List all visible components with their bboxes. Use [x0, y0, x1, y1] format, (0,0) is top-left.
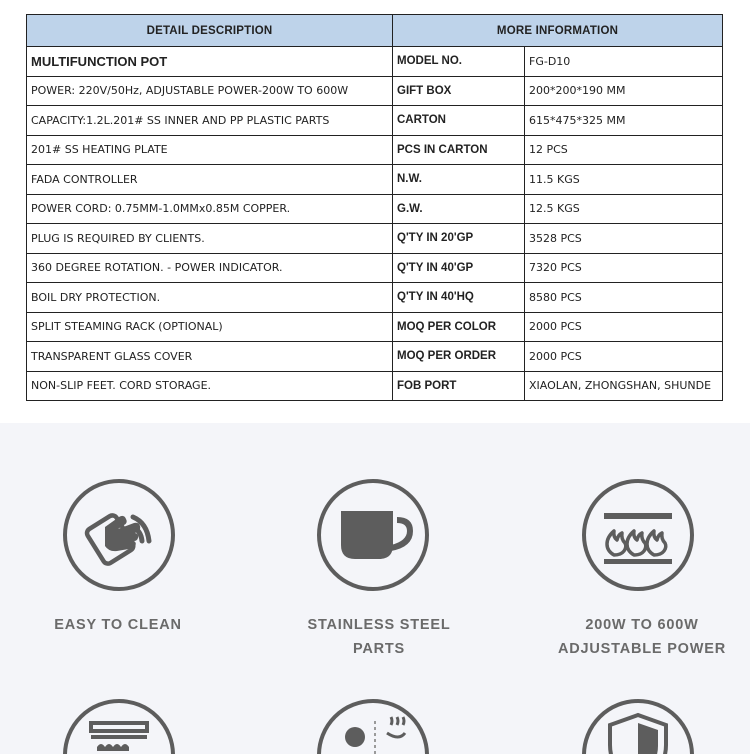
feature-label-line: STAINLESS STEEL — [307, 617, 451, 633]
info-label-cell: G.W. — [393, 194, 525, 224]
info-value-cell: 3528 PCS — [525, 224, 723, 254]
hand-wipe-icon — [63, 479, 175, 591]
spec-table-wrapper — [26, 14, 722, 401]
info-label-cell: PCS IN CARTON — [393, 135, 525, 165]
detail-cell: BOIL DRY PROTECTION. — [27, 283, 393, 313]
detail-cell: NON-SLIP FEET. CORD STORAGE. — [27, 371, 393, 401]
info-label-cell: N.W. — [393, 165, 525, 195]
table-row — [27, 165, 723, 195]
feature-label-line: PARTS — [352, 641, 406, 657]
info-value-cell: 7320 PCS — [525, 253, 723, 283]
table-row — [27, 106, 723, 136]
table-row — [27, 224, 723, 254]
header-more-information: MORE INFORMATION — [393, 15, 723, 47]
features-panel — [0, 423, 750, 754]
info-label-cell: CARTON — [393, 106, 525, 136]
info-value-cell: 8580 PCS — [525, 283, 723, 313]
cooking-modes-icon — [317, 699, 429, 754]
detail-cell: TRANSPARENT GLASS COVER — [27, 342, 393, 372]
feature-label-stainless-steel — [259, 613, 499, 661]
detail-cell: FADA CONTROLLER — [27, 165, 393, 195]
info-value-cell: 2000 PCS — [525, 342, 723, 372]
table-row — [27, 135, 723, 165]
detail-cell: 360 DEGREE ROTATION. - POWER INDICATOR. — [27, 253, 393, 283]
detail-cell: POWER CORD: 0.75MM-1.0MMx0.85M COPPER. — [27, 194, 393, 224]
table-row — [27, 283, 723, 313]
detail-cell: SPLIT STEAMING RACK (OPTIONAL) — [27, 312, 393, 342]
feature-label-line: EASY TO CLEAN — [54, 617, 182, 633]
info-value-cell: 200*200*190 MM — [525, 76, 723, 106]
info-label-cell: MODEL NO. — [393, 47, 525, 77]
info-label-cell: FOB PORT — [393, 371, 525, 401]
info-label-cell: Q'TY IN 40'GP — [393, 253, 525, 283]
header-detail-description: DETAIL DESCRIPTION — [27, 15, 393, 47]
table-row — [27, 47, 723, 77]
info-label-cell: Q'TY IN 40'HQ — [393, 283, 525, 313]
heating-flames-icon — [582, 479, 694, 591]
table-row — [27, 342, 723, 372]
steam-tray-icon — [63, 699, 175, 754]
pot-icon — [317, 479, 429, 591]
feature-label-easy-to-clean — [0, 613, 238, 637]
detail-cell: MULTIFUNCTION POT — [27, 47, 393, 77]
feature-label-line: 200W TO 600W — [585, 617, 699, 633]
shield-icon — [582, 699, 694, 754]
info-label-cell: MOQ PER COLOR — [393, 312, 525, 342]
info-value-cell: 11.5 KGS — [525, 165, 723, 195]
detail-cell: 201# SS HEATING PLATE — [27, 135, 393, 165]
info-label-cell: Q'TY IN 20'GP — [393, 224, 525, 254]
spec-table — [26, 14, 723, 401]
info-value-cell: 2000 PCS — [525, 312, 723, 342]
table-row — [27, 194, 723, 224]
info-value-cell: 12 PCS — [525, 135, 723, 165]
info-value-cell: FG-D10 — [525, 47, 723, 77]
info-value-cell: XIAOLAN, ZHONGSHAN, SHUNDE — [525, 371, 723, 401]
info-value-cell: 615*475*325 MM — [525, 106, 723, 136]
table-row — [27, 76, 723, 106]
table-row — [27, 253, 723, 283]
detail-cell: CAPACITY:1.2L.201# SS INNER AND PP PLASTIC PARTS — [27, 106, 393, 136]
detail-cell: PLUG IS REQUIRED BY CLIENTS. — [27, 224, 393, 254]
feature-label-line: ADJUSTABLE POWER — [557, 641, 726, 657]
detail-cell: POWER: 220V/50Hz, ADJUSTABLE POWER-200W TO 600W — [27, 76, 393, 106]
feature-label-adjustable-power — [522, 613, 750, 661]
table-row — [27, 312, 723, 342]
info-label-cell: MOQ PER ORDER — [393, 342, 525, 372]
info-value-cell: 12.5 KGS — [525, 194, 723, 224]
info-label-cell: GIFT BOX — [393, 76, 525, 106]
table-header-row — [27, 15, 723, 47]
table-row — [27, 371, 723, 401]
